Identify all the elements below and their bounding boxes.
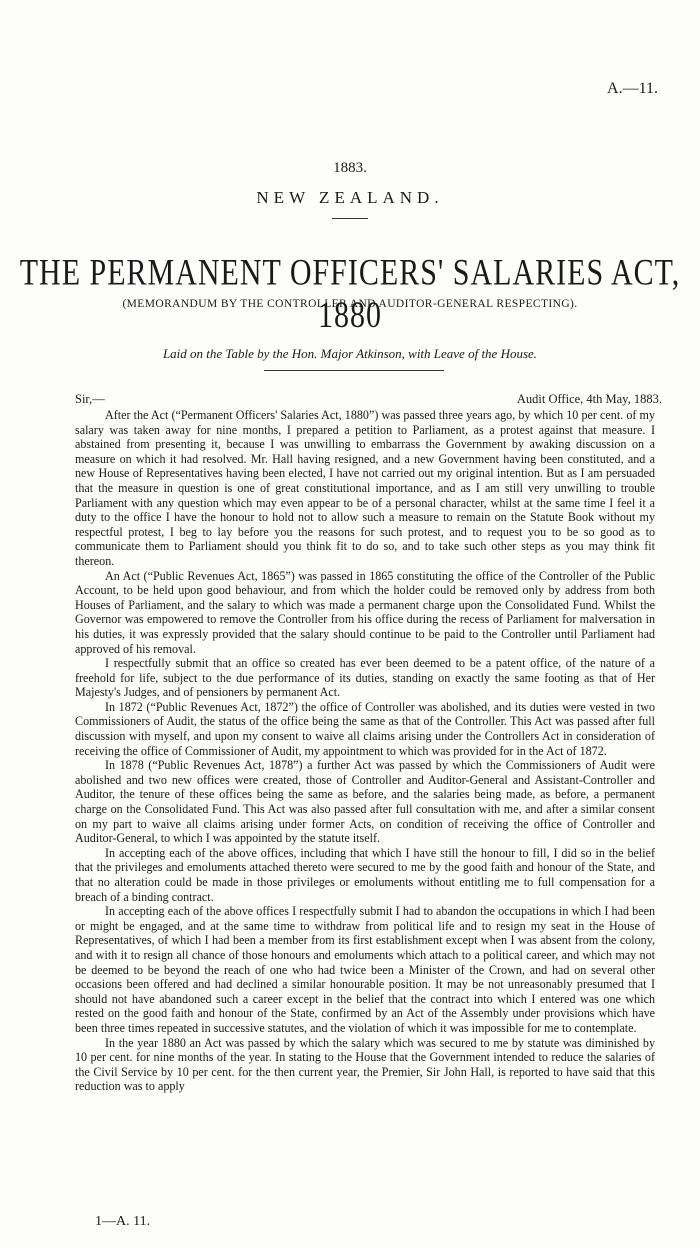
paragraph: In accepting each of the above offices I respectfully submit I had to abandon the occupations in which I had been or might be engaged, and at the same time to withdraw from political life and to resign my seat in the House of Representatives, of which I had been a member from its first establishment except when I was absent from the colony, and with it to resign all chance of those honours and emoluments which attach to a political career, and which may not be deemed to be beyond the reach of one who had twice been a Minister of the Crown, and had on several other occasions been offered and had declined a similar honourable position. It may be not unreasonably presumed that I should not have abandoned such a career except in the belief that the contract into which I entered was one which rested on the good faith and honour of the State, confirmed by an Act of the Assembly under provisions which have been three times repeated in successive statutes, and the violation of which it was impossible for me to contemplate. [75, 904, 655, 1035]
document-title: THE PERMANENT OFFICERS' SALARIES ACT, 1880 [19, 252, 681, 336]
section-rule [264, 370, 444, 371]
letter-body [75, 408, 655, 1094]
letter-dateline: Audit Office, 4th May, 1883. [516, 392, 662, 406]
country-name: NEW ZEALAND. [256, 188, 444, 207]
paragraph: In the year 1880 an Act was passed by which the salary which was secured to me by statute was diminished by 10 per cent. for nine months of the year. In stating to the House that the Government intended to reduce the salaries of the Civil Service by 10 per cent. for the then current year, the Premier, Sir John Hall, is reported to have said that this reduction was to apply [75, 1035, 655, 1094]
letter-salutation: Sir,— [75, 392, 105, 406]
paragraph: An Act (“Public Revenues Act, 1865”) was passed in 1865 constituting the office of the Controller of the Public Account, to be held upon good behaviour, and from which the holder could be removed only by address from both Houses of Parliament, and the salary to which was made a permanent charge upon the Consolidated Fund. Whilst the Governor was empowered to remove the Controller from his office during the recess of Parliament for malversation in his duties, it was expressly provided that the salary should continue to be paid to the Controller until Parliament had approved of his removal. [75, 568, 655, 656]
paragraph: In 1878 (“Public Revenues Act, 1878”) a further Act was passed by which the Commissioners of Audit were abolished and two new offices were created, those of Controller and Auditor-General and Assistant-Controller and Auditor, the tenure of these offices being the same as before, and the salaries being made, as before, a permanent charge on the Consolidated Fund. This Act was also passed after full consultation with me, and after a similar consent on my part to waive all claims arising under former Acts, on condition of receiving the office of Controller and Auditor-General, to which I was appointed by the statute itself. [75, 758, 655, 846]
laid-on-table-note: Laid on the Table by the Hon. Major Atkinson, with Leave of the House. [162, 346, 538, 361]
signature-mark: 1—A. 11. [95, 1214, 151, 1229]
page-reference: A.—11. [607, 80, 658, 97]
document-subtitle: (MEMORANDUM BY THE CONTROLLER AND AUDITOR-GENERAL RESPECTING). [122, 298, 578, 310]
document-year: 1883. [333, 160, 367, 176]
paragraph: I respectfully submit that an office so created has ever been deemed to be a patent office, of the nature of a freehold for life, subject to the due performance of its duties, standing on exactly the same footing as that of Her Majesty's Judges, and of pensioners by permanent Act. [75, 656, 655, 700]
country-heading [0, 188, 700, 219]
paragraph: In accepting each of the above offices, including that which I have still the honour to fill, I did so in the belief that the privileges and emoluments attached thereto were secured to me by the good faith and honour of the State, and that no alteration could be made in those privileges or emoluments without entitling me to full compensation for a breach of a binding contract. [75, 845, 655, 904]
heading-divider [332, 218, 368, 219]
paragraph: After the Act (“Permanent Officers' Salaries Act, 1880”) was passed three years ago, by which 10 per cent. of my salary was taken away for nine months, I prepared a petition to Parliament, as a protest against that measure. I abstained from presenting it, because I was unwilling to embarrass the Government by awaking discussion on a measure on which it had resolved. Mr. Hall having resigned, and a new Government having been constituted, and a new House of Representatives having been elected, I have not carried out my original intention. But as I am persuaded that the measure in question is one of great constitutional importance, and as I am still very unwilling to trouble Parliament with any question which may even appear to be of a personal character, whilst at the same time I feel it a duty to the office I have the honour to hold not to allow such a measure to remain on the Statute Book without my respectful protest, I beg to lay before you the reasons for such protest, and to request you to be so good as to communicate them to Parliament should you think fit to do so, and to take such other steps as you may think fit thereon. [75, 408, 655, 568]
paragraph: In 1872 (“Public Revenues Act, 1872”) the office of Controller was abolished, and its duties were vested in two Commissioners of Audit, the status of the office being the same as that of the Controller. This Act was passed after full discussion with myself, and upon my consent to waive all claims arising under the Controllers Act in consideration of receiving the office of Commissioner of Audit, my appointment to which was provided for in the Act of 1872. [75, 699, 655, 758]
